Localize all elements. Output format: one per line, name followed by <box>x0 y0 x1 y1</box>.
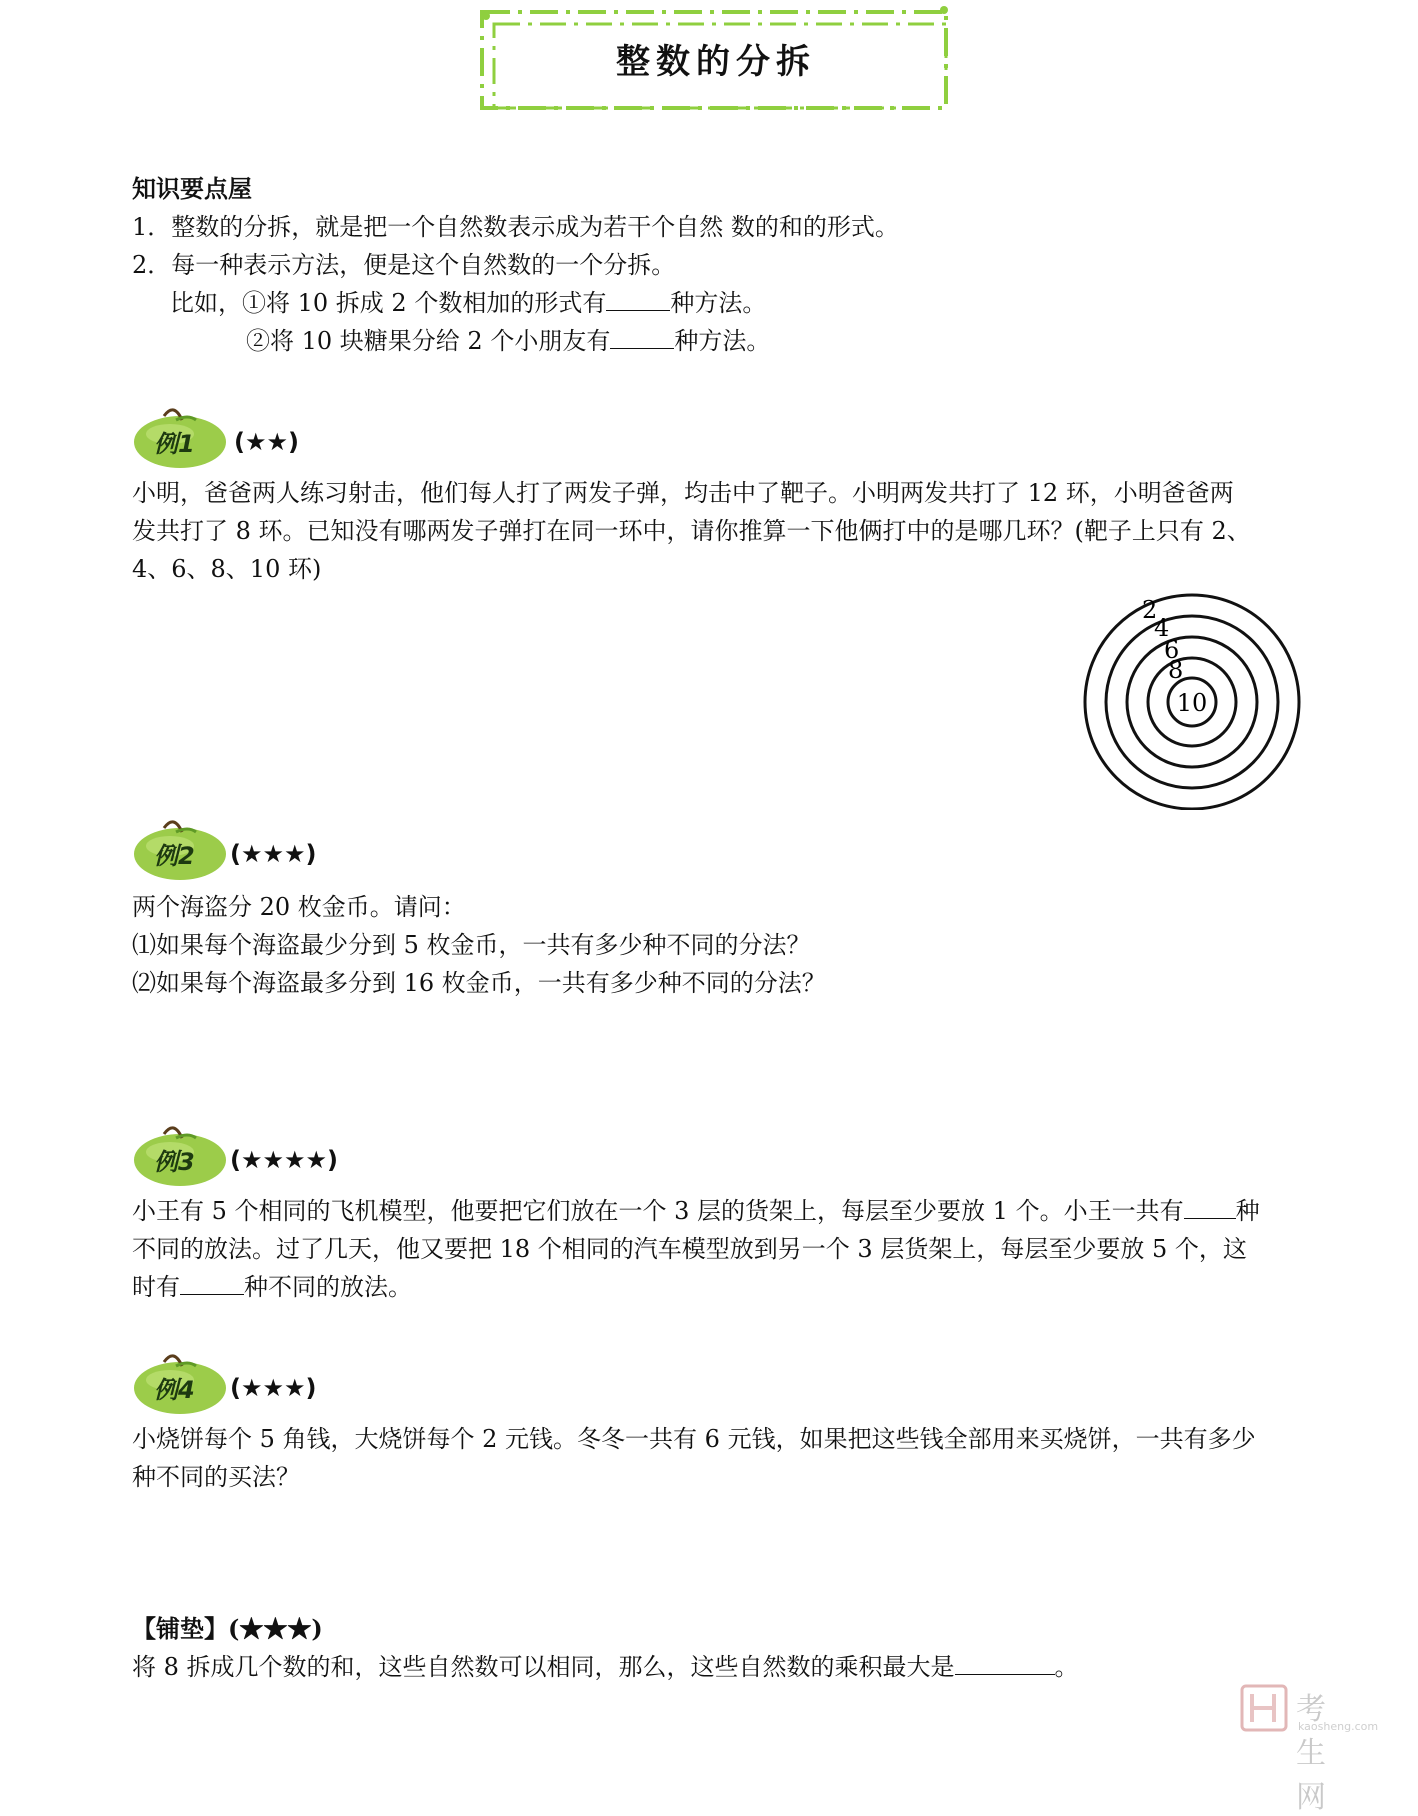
example-1-header <box>130 398 430 468</box>
knowledge-heading: 知识要点屋 <box>132 174 252 203</box>
ring-label-10: 10 <box>1176 689 1208 717</box>
example-label: 例2 <box>154 842 195 870</box>
example-b-text: ②将 10 块糖果分给 2 个小朋友有 <box>246 327 611 355</box>
answer-blank[interactable] <box>180 1270 244 1295</box>
example-2-line-1: 两个海盗分 20 枚金币。请问： <box>132 893 466 921</box>
watermark-text: 考生网 <box>1296 1692 1326 1815</box>
example-a-tail: 种方法。 <box>670 289 767 317</box>
ring-label-4: 4 <box>1154 614 1170 642</box>
example-1-body <box>132 474 1302 588</box>
example-label: 例4 <box>154 1376 195 1404</box>
knowledge-example-a <box>170 284 766 322</box>
difficulty-stars: (★★) <box>234 428 299 456</box>
difficulty-stars: (★★★) <box>230 840 317 868</box>
knowledge-point-2: 2．每一种表示方法，便是这个自然数的一个分拆。 <box>132 251 676 279</box>
pudian-tail: 。 <box>1054 1653 1079 1681</box>
example-3-line-1-text: 小王有 5 个相同的飞机模型，他要把它们放在一个 3 层的货架上，每层至少要放 1 个。小王一共有 <box>132 1197 1184 1225</box>
page-title: 整数的分拆 <box>616 42 816 82</box>
ring-label-8: 8 <box>1168 656 1184 684</box>
example-3-line-2: 不同的放法。过了几天，他又要把 18 个相同的汽车模型放到另一个 3 层货架上，每层至少要放 5 个，这 <box>132 1235 1247 1263</box>
example-1-line-3: 4、6、8、10 环) <box>132 555 322 583</box>
pudian-heading: 【铺垫】(★★★) <box>132 1614 323 1643</box>
answer-blank[interactable] <box>955 1650 1055 1675</box>
example-2-line-3: ⑵如果每个海盗最多分到 16 枚金币，一共有多少种不同的分法？ <box>132 969 826 997</box>
example-3-header <box>130 1116 450 1186</box>
example-3-line-3-tail: 种不同的放法。 <box>244 1273 412 1301</box>
example-3-line-1 <box>132 1192 1302 1230</box>
example-4-body <box>132 1420 1302 1496</box>
difficulty-stars: (★★★★) <box>230 1146 338 1174</box>
example-3-line-3 <box>132 1268 1302 1306</box>
example-4-header <box>130 1344 430 1414</box>
answer-blank[interactable] <box>610 324 674 349</box>
example-label: 例3 <box>154 1148 195 1176</box>
example-2-header <box>130 810 430 880</box>
example-3-line-3-text: 时有 <box>132 1273 180 1301</box>
example-1-line-2: 发共打了 8 环。已知没有哪两发子弹打在同一环中，请你推算一下他俩打中的是哪几环？(靶子上只有 2、 <box>132 517 1251 545</box>
knowledge-point-1: 1．整数的分拆，就是把一个自然数表示成为若干个自然 数的和的形式。 <box>132 213 899 241</box>
watermark-logo-icon <box>1240 1684 1290 1732</box>
difficulty-stars: (★★★) <box>230 1374 317 1402</box>
example-b-tail: 种方法。 <box>674 327 771 355</box>
watermark-url: kaosheng.com <box>1298 1720 1379 1733</box>
pudian-line <box>132 1648 1079 1686</box>
watermark <box>1240 1684 1379 1815</box>
example-2-body <box>132 888 1302 1002</box>
example-label: 例1 <box>154 430 195 458</box>
example-4-line-1: 小烧饼每个 5 角钱，大烧饼每个 2 元钱。冬冬一共有 6 元钱，如果把这些钱全部用来买烧饼，一共有多少 <box>132 1425 1256 1453</box>
example-2-line-2: ⑴如果每个海盗最少分到 5 枚金币，一共有多少种不同的分法？ <box>132 931 811 959</box>
ring-label-6: 6 <box>1164 636 1180 664</box>
answer-blank[interactable] <box>1184 1194 1236 1219</box>
shooting-target <box>1080 590 1310 810</box>
example-a-text: 比如，①将 10 拆成 2 个数相加的形式有 <box>170 289 607 317</box>
example-4-line-2: 种不同的买法？ <box>132 1463 300 1491</box>
ring-label-2: 2 <box>1142 596 1158 624</box>
example-3-body <box>132 1192 1302 1306</box>
answer-blank[interactable] <box>606 286 670 311</box>
example-3-line-1-tail: 种 <box>1235 1197 1260 1225</box>
title-box <box>478 6 954 114</box>
pudian-text: 将 8 拆成几个数的和，这些自然数可以相同，那么，这些自然数的乘积最大是 <box>132 1653 955 1681</box>
example-1-line-1: 小明，爸爸两人练习射击，他们每人打了两发子弹，均击中了靶子。小明两发共打了 12 环，小明爸爸两 <box>132 479 1234 507</box>
knowledge-example-b <box>246 322 770 360</box>
